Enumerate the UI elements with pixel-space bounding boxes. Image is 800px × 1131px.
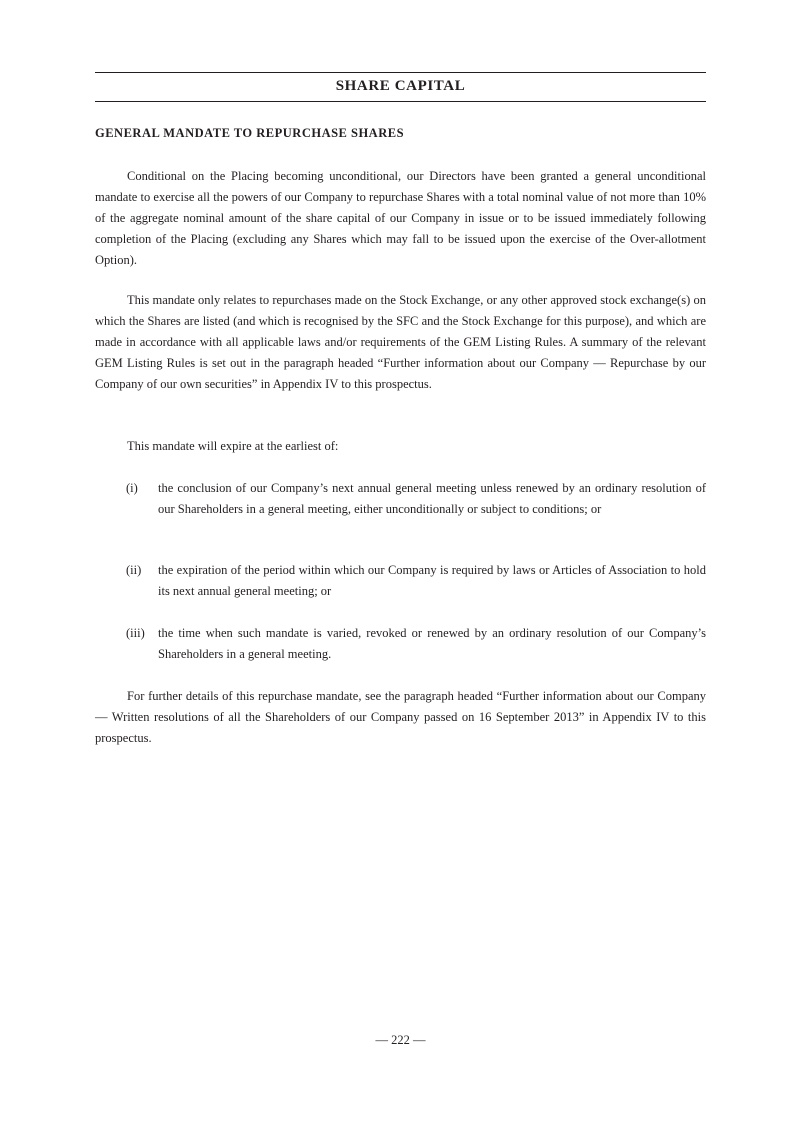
document-page (95, 0, 706, 1131)
list-item-expiry-i (126, 478, 706, 520)
list-marker: (i) (126, 481, 138, 495)
list-item-expiry-ii (126, 560, 706, 602)
list-item-text: the time when such mandate is varied, revoked or renewed by an ordinary resolution of our Company’s Shareholders in a general meeting. (158, 626, 706, 661)
list-item-text: the conclusion of our Company’s next annual general meeting unless renewed by an ordinary resolution of our Shareholders in a general meeting, either unconditionally or subject to conditions; or (158, 481, 706, 516)
section-heading: GENERAL MANDATE TO REPURCHASE SHARES (95, 126, 405, 140)
list-item-expiry-iii (126, 623, 706, 665)
page-title: SHARE CAPITAL (335, 78, 466, 94)
list-item-text: the expiration of the period within which our Company is required by laws or Articles of Association to hold its next annual general meeting; or (158, 563, 706, 598)
list-marker: (iii) (126, 626, 145, 640)
page-header (95, 72, 706, 102)
paragraph-mandate-grant: Conditional on the Placing becoming unconditional, our Directors have been granted a general unconditional mandate to exercise all the powers of our Company to repurchase Shares with a total nominal value of not more than 10% of the aggregate nominal amount of the share capital of our Company in issue or to be issued immediately following completion of the Placing (excluding any Shares which may fall to be issued upon the exercise of the Over-allotment Option). (95, 169, 706, 267)
paragraph-further-details: For further details of this repurchase mandate, see the paragraph headed “Further information about our Company — Written resolutions of all the Shareholders of our Company passed on 16 September 2013” in Appendix IV to this prospectus. (95, 689, 706, 745)
list-marker: (ii) (126, 563, 142, 577)
paragraph-mandate-scope: This mandate only relates to repurchases made on the Stock Exchange, or any other approved stock exchange(s) on which the Shares are listed (and which is recognised by the SFC and the Stock Exchange for this purpose), and which are made in accordance with all applicable laws and/or requirements of the GEM Listing Rules. A summary of the relevant GEM Listing Rules is set out in the paragraph headed “Further information about our Company — Repurchase by our Company of our own securities” in Appendix IV to this prospectus. (95, 293, 706, 391)
page-number: — 222 — (375, 1033, 426, 1047)
paragraph-mandate-expiry-intro: This mandate will expire at the earliest of: (127, 439, 339, 453)
